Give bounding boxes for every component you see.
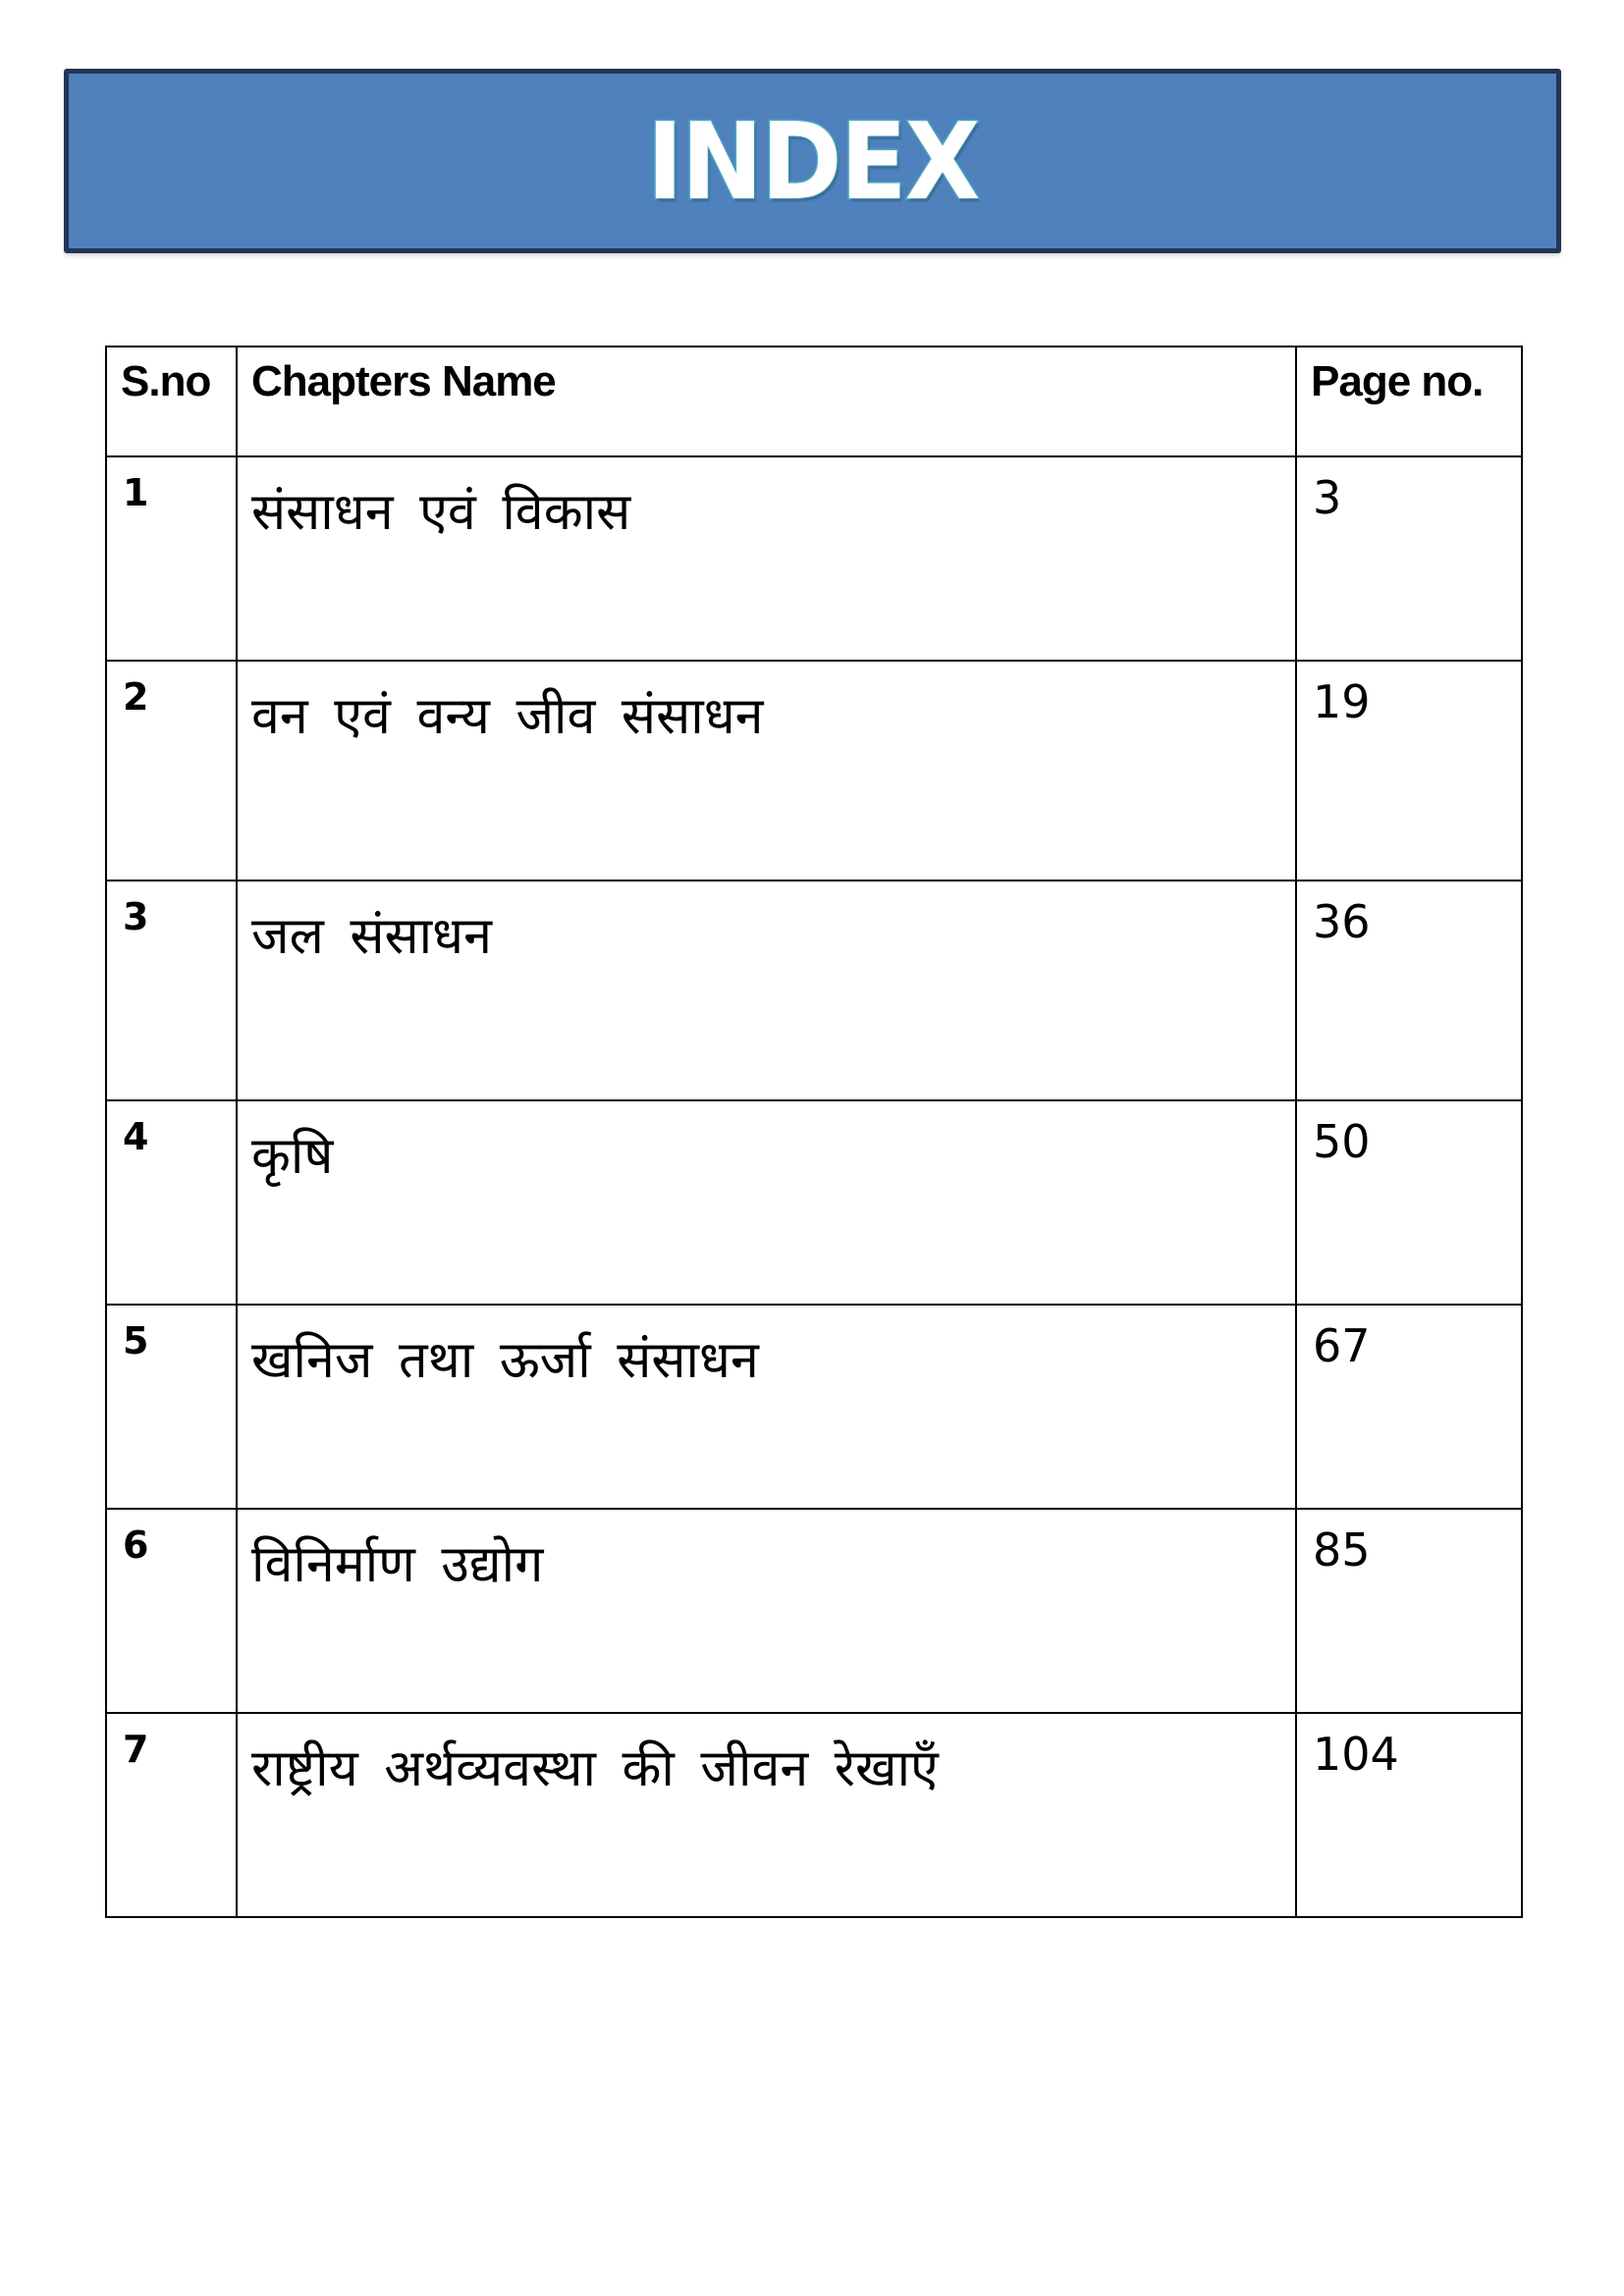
header-sno: S.no: [106, 347, 237, 456]
row-sno: 2: [106, 661, 237, 881]
table-row: [106, 881, 1522, 1100]
row-chapter-name: कृषि: [237, 1100, 1296, 1305]
row-chapter-name: संसाधन एवं विकास: [237, 456, 1296, 661]
table-header-row: [106, 347, 1522, 456]
row-sno: 1: [106, 456, 237, 661]
row-sno: 6: [106, 1509, 237, 1713]
row-page-no: 19: [1296, 661, 1522, 881]
row-sno: 4: [106, 1100, 237, 1305]
row-page-no: 3: [1296, 456, 1522, 661]
row-sno: 3: [106, 881, 237, 1100]
row-chapter-name: राष्ट्रीय अर्थव्यवस्था की जीवन रेखाएँ: [237, 1713, 1296, 1917]
table-row: [106, 661, 1522, 881]
row-chapter-name: वन एवं वन्य जीव संसाधन: [237, 661, 1296, 881]
row-sno: 5: [106, 1305, 237, 1509]
table-row: [106, 1509, 1522, 1713]
row-page-no: 85: [1296, 1509, 1522, 1713]
row-sno: 7: [106, 1713, 237, 1917]
row-chapter-name: खनिज तथा ऊर्जा संसाधन: [237, 1305, 1296, 1509]
table-row: [106, 456, 1522, 661]
row-page-no: 67: [1296, 1305, 1522, 1509]
index-table: [105, 346, 1523, 1918]
index-banner: [64, 69, 1561, 253]
row-page-no: 50: [1296, 1100, 1522, 1305]
row-page-no: 36: [1296, 881, 1522, 1100]
table-row: [106, 1713, 1522, 1917]
header-chapter-name: Chapters Name: [237, 347, 1296, 456]
header-page-no: Page no.: [1296, 347, 1522, 456]
page-title: INDEX: [646, 101, 979, 224]
row-page-no: 104: [1296, 1713, 1522, 1917]
table-row: [106, 1100, 1522, 1305]
table-row: [106, 1305, 1522, 1509]
row-chapter-name: जल संसाधन: [237, 881, 1296, 1100]
row-chapter-name: विनिर्माण उद्योग: [237, 1509, 1296, 1713]
